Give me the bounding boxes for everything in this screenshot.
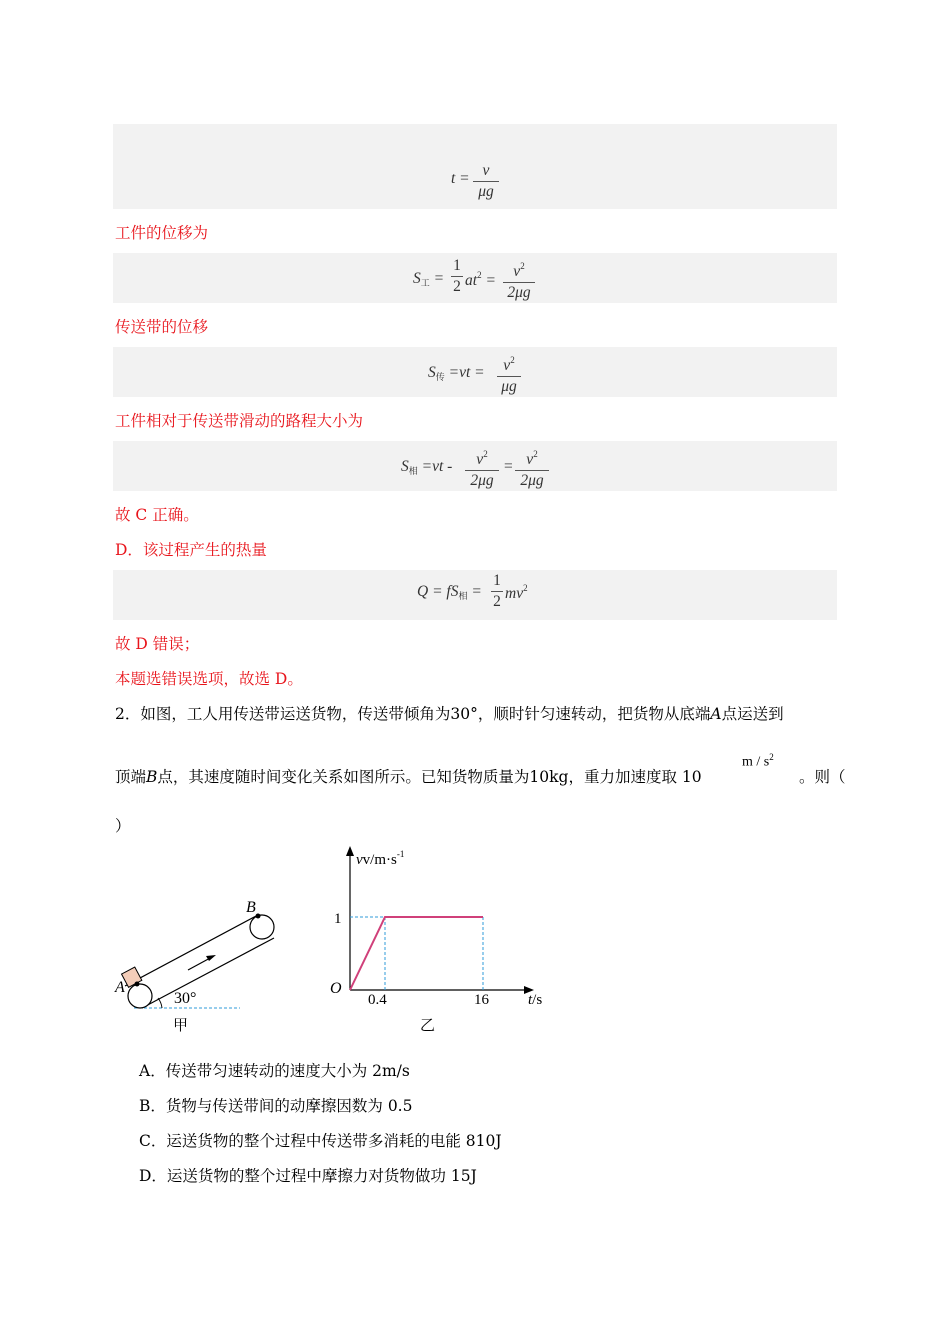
option-c[interactable]: C．运送货物的整个过程中传送带多消耗的电能 810J	[139, 1132, 502, 1150]
solution-line-7: 故 D 错误；	[115, 635, 200, 653]
x-tick-16: 16	[474, 992, 489, 1008]
x-tick-0-4: 0.4	[368, 992, 387, 1008]
point-b-dot	[256, 914, 261, 919]
solution-line-3: 传送带的位移	[115, 318, 209, 336]
origin-label: O	[330, 980, 342, 997]
solution-line-4: 工件相对于传送带滑动的路程大小为	[115, 412, 364, 430]
bottom-roller	[128, 984, 152, 1008]
eq2-lhs: $S_工$ =	[413, 270, 445, 288]
equation-box-3	[113, 347, 837, 397]
top-roller	[250, 915, 274, 939]
caption-yi: 乙	[420, 1016, 436, 1034]
eq1-lhs: t =	[451, 170, 470, 187]
belt-top-line	[125, 915, 258, 986]
option-a[interactable]: A．传送带匀速转动的速度大小为 2m/s	[139, 1062, 410, 1080]
eq2-mid: $at^2$ =	[465, 270, 496, 289]
eq4-lhs: $S_相 =vt$ -	[401, 458, 453, 476]
caption-jia: 甲	[173, 1016, 189, 1034]
eq5-lhs: $Q = fS_相$ =	[417, 583, 482, 601]
equation-box-1	[113, 124, 837, 209]
equation-box-5	[113, 570, 837, 620]
eq5-fraction: 1 2	[491, 572, 503, 611]
angle-label: 30°	[174, 990, 197, 1007]
question-line-2: 顶端B点，其速度随时间变化关系如图所示。已知货物质量为10kg，重力加速度取 10	[115, 768, 702, 786]
option-d[interactable]: D．运送货物的整个过程中摩擦力对货物做功 15J	[139, 1167, 477, 1185]
solution-line-8: 本题选错误选项，故选 D。	[115, 670, 303, 688]
figure-yi-vt-graph	[320, 840, 560, 1040]
eq3-fraction: $v^2$ μg	[497, 351, 521, 396]
eq3-lhs: $S_传 =vt$ =	[428, 364, 485, 382]
velocity-series-line	[350, 917, 483, 990]
belt-bottom-line	[142, 938, 274, 1008]
unit-annotation: m / $s^2$	[742, 752, 774, 770]
y-tick-1: 1	[334, 911, 342, 927]
angle-arc	[158, 998, 162, 1008]
eq5-rhs: $mv^2$	[505, 583, 528, 602]
equation-box-4	[113, 441, 837, 491]
eq2-fraction-1: 1 2	[451, 257, 463, 296]
solution-line-5: 故 C 正确。	[115, 506, 199, 524]
question-line-2-end: 。则（	[799, 768, 846, 786]
question-line-3: ）	[115, 817, 131, 835]
point-a-dot	[135, 982, 140, 987]
y-axis-arrow	[346, 846, 354, 856]
question-line-1: 2．如图，工人用传送带运送货物，传送带倾角为30°，顺时针匀速转动，把货物从底端A点运送到	[115, 705, 784, 723]
label-b: B	[246, 899, 256, 916]
x-axis-label: t/s	[528, 992, 543, 1008]
eq2-fraction-2: $v^2$ 2μg	[503, 257, 535, 302]
figure-jia-conveyor	[110, 890, 290, 1040]
y-axis-label: $vv/m\cdot s^{-1}$	[356, 849, 405, 868]
label-a: A	[115, 979, 125, 996]
eq4-equals: =	[503, 458, 514, 475]
solution-line-2: 工件的位移为	[115, 224, 209, 242]
equation-box-2	[113, 253, 837, 303]
option-b[interactable]: B．货物与传送带间的动摩擦因数为 0.5	[139, 1097, 413, 1115]
eq4-fraction-2: $v^2$ 2μg	[515, 445, 549, 490]
solution-line-6: D．该过程产生的热量	[115, 541, 267, 559]
eq1-fraction: v μg	[473, 162, 499, 201]
eq4-fraction-1: $v^2$ 2μg	[465, 445, 499, 490]
